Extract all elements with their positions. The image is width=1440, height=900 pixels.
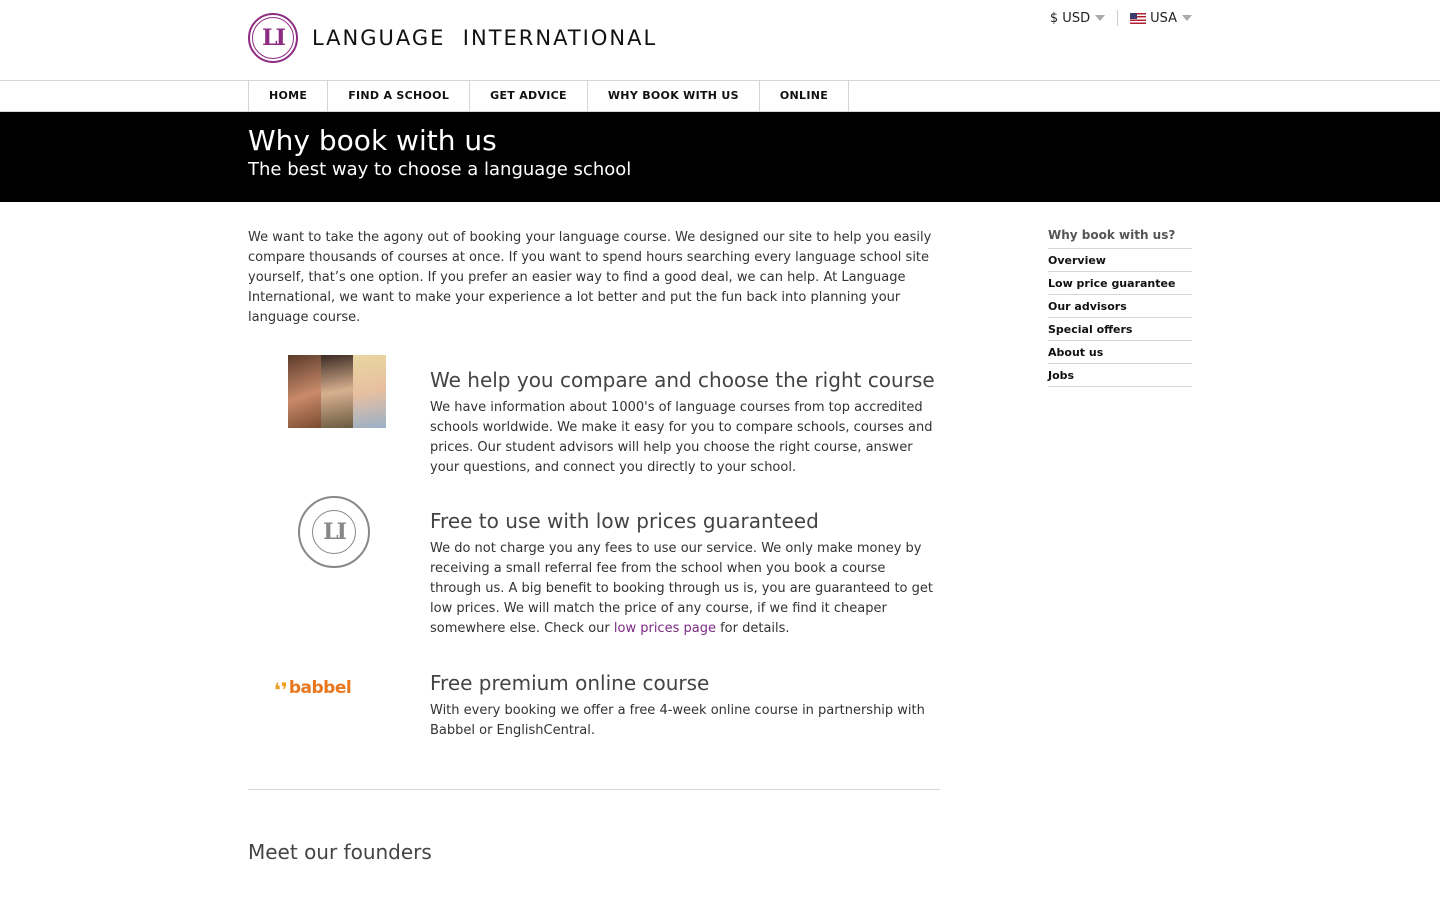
country-selector[interactable] (1130, 11, 1192, 26)
sidebar-title: Why book with us? (1048, 228, 1192, 249)
nav-item-find-a-school[interactable]: FIND A SCHOOL (328, 81, 470, 111)
nav-item-why-book-with-us[interactable]: WHY BOOK WITH US (588, 81, 760, 111)
nav-item-get-advice[interactable]: GET ADVICE (470, 81, 588, 111)
section-divider (248, 789, 940, 790)
feature-title: Free to use with low prices guaranteed (430, 509, 819, 533)
feature-title: Free premium online course (430, 671, 710, 695)
babbel-quote-icon: ❛❜ (274, 678, 288, 702)
sidebar-item-jobs[interactable]: Jobs (1048, 364, 1192, 387)
logo-text: LANGUAGE INTERNATIONAL (312, 26, 658, 50)
feature-text: We have information about 1000's of language courses from top accredited schools worldwide. We make it easy for you to compare schools, courses and prices. Our student advisors will help you choose the right course, answer your questions, and connect you directly to your school. (430, 400, 933, 475)
page-title: Why book with us (248, 124, 497, 157)
feature-text: With every booking we offer a free 4-week online course in partnership with Babbel or EnglishCentral. (430, 703, 925, 738)
sidebar-item-our-advisors[interactable]: Our advisors (1048, 295, 1192, 318)
chevron-down-icon (1182, 15, 1192, 21)
page-subtitle: The best way to choose a language school (248, 159, 632, 180)
sidebar-item-special-offers[interactable]: Special offers (1048, 318, 1192, 341)
us-flag-icon (1130, 13, 1146, 24)
site-logo[interactable] (248, 13, 657, 63)
logo-mark-icon: LI (248, 13, 298, 63)
feature-text (430, 539, 940, 639)
chevron-down-icon (1095, 15, 1105, 21)
li-stamp-icon: LI (298, 496, 370, 568)
site-header (0, 0, 1440, 81)
babbel-logo-text: babbel (288, 678, 352, 698)
page-banner (0, 112, 1440, 202)
locale-divider (1117, 10, 1118, 26)
intro-paragraph: We want to take the agony out of booking your language course. We designed our site to help you easily compare thousands of courses at once. If you want to spend hours searching every language school site yourself, that’s one option. If you prefer an easier way to find a good deal, we can help. At Language International, we want to make your experience a lot better and put the fun back into planning your language course. (248, 230, 932, 325)
students-photo (288, 355, 386, 428)
feature-text-part: for details. (715, 621, 790, 636)
currency-selector[interactable] (1050, 11, 1105, 26)
sidebar-item-overview[interactable]: Overview (1048, 249, 1192, 272)
feature-text-part: We do not charge you any fees to use our service. We only make money by receiving a small referral fee from the school when you book a course through us. A big benefit to booking through us is, you are guaranteed to get low prices. We will match the price of any course, if we find it cheaper somewhere else. Check our (430, 541, 933, 636)
locale-switcher (1050, 10, 1192, 26)
nav-item-home[interactable]: HOME (249, 81, 328, 111)
sidebar-item-low-price-guarantee[interactable]: Low price guarantee (1048, 272, 1192, 295)
sidebar-nav (1048, 228, 1192, 387)
nav-item-online[interactable]: ONLINE (760, 81, 849, 111)
sidebar-item-about-us[interactable]: About us (1048, 341, 1192, 364)
main-column (248, 228, 940, 864)
main-nav (0, 81, 1440, 112)
babbel-logo (274, 678, 352, 702)
low-prices-link[interactable]: low prices page (613, 621, 716, 636)
country-label: USA (1150, 10, 1177, 26)
feature-title: We help you compare and choose the right course (430, 368, 935, 392)
currency-label: $ USD (1049, 10, 1091, 26)
founders-heading: Meet our founders (248, 840, 432, 864)
